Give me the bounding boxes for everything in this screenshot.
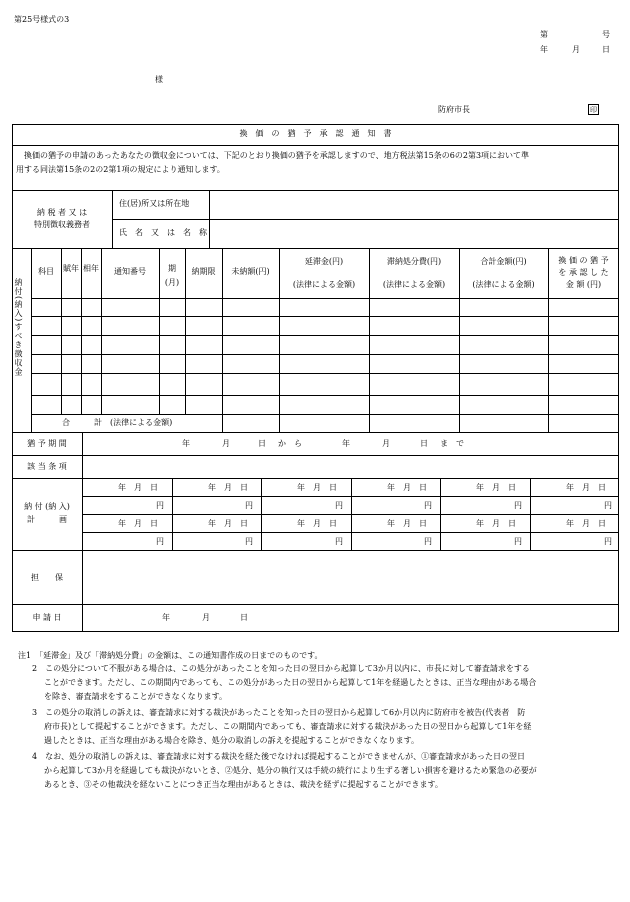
plan-date: 年 月 日 [118, 483, 158, 492]
note-3-line3: 過したときは、正当な理由がある場合を除き、処分の取消しの訴えを提起することができなくなります。 [44, 736, 420, 745]
plan-yen: 円 [156, 537, 164, 546]
plan-yen: 円 [156, 501, 164, 510]
period-end-day: 日 [420, 439, 428, 448]
plan-yen: 円 [604, 537, 612, 546]
col-entai-legal: (法律による金額) [292, 280, 356, 289]
note-2-line1: 2 この処分について不服がある場合は、この処分があったことを知った日の翌日から起算して3か月以内に、市長に対して審査請求をする [32, 664, 530, 673]
security-label: 担 保 [31, 573, 63, 582]
taxpayer-label-line1: 納 税 者 又 は [36, 208, 88, 217]
doc-date-month: 月 [572, 45, 580, 54]
total-row-label: 合 計 (法律による金額) [62, 418, 173, 427]
col-nendo: 賦年 [63, 264, 79, 273]
plan-label-line1: 納 付 (納 入) [24, 502, 70, 511]
note-2-line3: を除き、審査請求をすることができなくなります。 [44, 692, 228, 701]
addressee-suffix: 様 [155, 75, 163, 84]
plan-date: 年 月 日 [297, 483, 337, 492]
note-4-line2: から起算して3か月を経過しても裁決がないとき、②処分、処分の執行又は手続の続行により生ずる著しい損害を避けるため緊急の必要が [44, 766, 537, 775]
col-kamoku: 科目 [38, 267, 54, 276]
apply-date-year: 年 [162, 613, 170, 622]
address-field[interactable] [210, 191, 618, 218]
plan-yen: 円 [514, 501, 522, 510]
plan-yen: 円 [245, 537, 253, 546]
col-gokei: 合計金額(円) [480, 257, 527, 266]
plan-date: 年 月 日 [118, 519, 158, 528]
plan-date: 年 月 日 [476, 519, 516, 528]
period-start-day: 日 [258, 439, 266, 448]
doc-date-year: 年 [540, 45, 548, 54]
col-kanka-line1: 換 価 の 猶 予 [558, 256, 609, 265]
plan-yen: 円 [604, 501, 612, 510]
col-sonen: 相年 [83, 264, 99, 273]
intro-text-line2: 用する同法第15条の2の2第1項の規定により通知します。 [16, 165, 225, 174]
article-field[interactable] [83, 456, 618, 478]
period-start-year: 年 [182, 439, 190, 448]
note-3-line1: 3 この処分の取消しの訴えは、審査請求に対する裁決があったことを知った日の翌日から起算して6か月以内に防府市を被告(代表者 防 [32, 708, 526, 717]
col-kanka-line2: を 承 認 し た [558, 268, 609, 277]
plan-yen: 円 [245, 501, 253, 510]
form-code: 第25号様式の3 [14, 15, 70, 24]
doc-number-dai: 第 [540, 30, 548, 39]
plan-yen: 円 [335, 537, 343, 546]
apply-date-label: 申 請 日 [32, 613, 62, 622]
note-3-line2: 府市長)として提起することができます。ただし、この期間内であっても、審査請求に対する裁決があった日の翌日から起算して1年を経 [44, 722, 532, 731]
period-kara: か ら [278, 439, 302, 448]
doc-date-day: 日 [602, 45, 610, 54]
col-gokei-legal: (法律による金額) [472, 280, 535, 289]
period-end-year: 年 [342, 439, 350, 448]
doc-number-go: 号 [602, 30, 610, 39]
period-label: 猶 予 期 間 [27, 439, 67, 448]
col-tsuchi-bango: 通知番号 [114, 267, 146, 276]
plan-date: 年 月 日 [387, 483, 427, 492]
plan-yen: 円 [514, 537, 522, 546]
col-ki: 期(月) [164, 264, 180, 287]
col-entai: 延滞金(円) [304, 257, 344, 266]
apply-date-month: 月 [202, 613, 210, 622]
article-label: 該 当 条 項 [27, 462, 67, 471]
col-nokigen: 納期限 [191, 267, 216, 276]
plan-yen: 円 [424, 537, 432, 546]
period-start-month: 月 [222, 439, 230, 448]
intro-text-line1: 換価の猶予の申請のあったあなたの徴収金については、下記のとおり換価の猶予を承認しますので、地方税法第15条の6の2第3項において準 [24, 151, 530, 160]
period-made: ま で [440, 439, 464, 448]
address-label: 住(居)所又は所在地 [119, 199, 190, 208]
plan-date: 年 月 日 [476, 483, 516, 492]
form-title: 換 価 の 猶 予 承 認 通 知 書 [239, 129, 392, 138]
note-2-line2: ことができます。ただし、この期間内であっても、この処分があった日の翌日から起算して1年を経過したときは、正当な理由がある場合 [44, 678, 537, 687]
tax-table-side-label: 納付(納入)すべき徴収金 [14, 278, 23, 377]
issuer-name: 防府市長 [438, 105, 470, 114]
security-field[interactable] [83, 551, 618, 603]
note-4-line3: あるとき、③その他裁決を経ないことにつき正当な理由があるときは、裁決を経ずに提起することができます。 [44, 780, 443, 789]
plan-date: 年 月 日 [297, 519, 337, 528]
period-end-month: 月 [382, 439, 390, 448]
taxpayer-label-line2: 特別徴収義務者 [34, 220, 90, 229]
plan-date: 年 月 日 [208, 483, 248, 492]
seal-mark: 印 [590, 106, 597, 114]
plan-date: 年 月 日 [208, 519, 248, 528]
note-1: 注1 「延滞金」及び「滞納処分費」の金額は、この通知書作成の日までのものです。 [18, 651, 323, 660]
col-kanka-line3: 金 額 (円) [565, 280, 602, 289]
note-4-line1: 4 なお、処分の取消しの訴えは、審査請求に対する裁決を経た後でなければ提起することができませんが、①審査請求があった日の翌日 [32, 752, 526, 761]
plan-date: 年 月 日 [387, 519, 427, 528]
plan-yen: 円 [424, 501, 432, 510]
name-label: 氏 名 又 は 名 称 [119, 228, 207, 237]
col-minou: 未納額(円) [231, 267, 270, 276]
plan-date: 年 月 日 [566, 483, 606, 492]
col-taino: 滞納処分費(円) [386, 257, 442, 266]
apply-date-day: 日 [240, 613, 248, 622]
plan-date: 年 月 日 [566, 519, 606, 528]
col-taino-legal: (法律による金額) [382, 280, 446, 289]
name-field[interactable] [210, 220, 618, 247]
plan-yen: 円 [335, 501, 343, 510]
plan-label-line2: 計 画 [27, 515, 67, 524]
